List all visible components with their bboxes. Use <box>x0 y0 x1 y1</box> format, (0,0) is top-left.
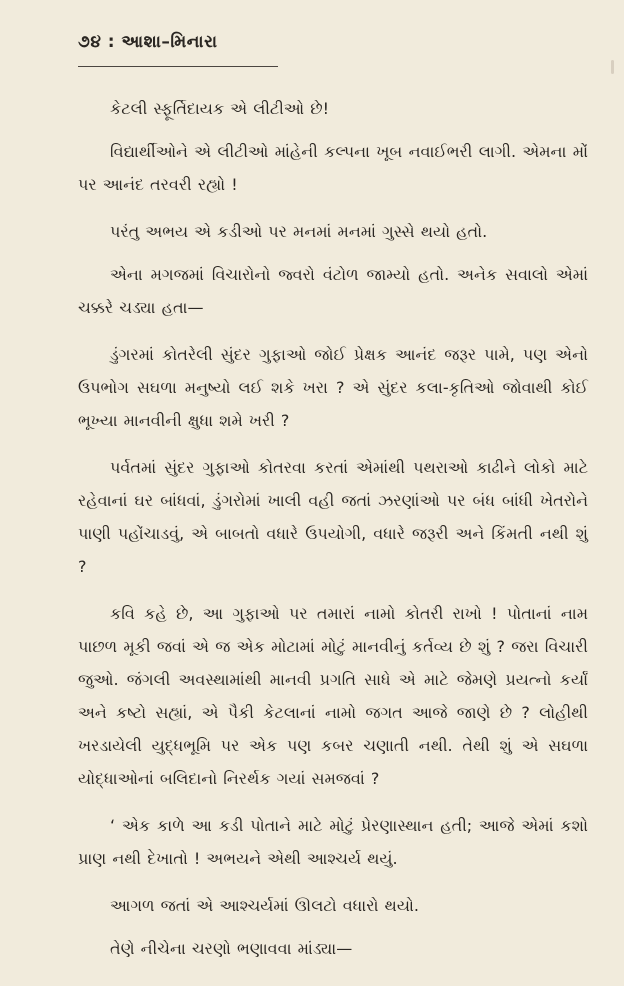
paragraph-1: કેટલી સ્ફૂર્તિદાયક એ લીટીઓ છે! <box>110 99 330 118</box>
running-header <box>78 32 218 52</box>
paragraph-2: વિદ્યાર્થીઓને એ લીટીઓ માંહેની કલ્પના ખૂબ નવાઈભરી લાગી. એમના મોં પર આનંદ તરવરી રહ્યો ! <box>78 142 588 194</box>
paragraph-10: તેણે નીચેના ચરણો ભણાવવા માંડ્યા— <box>110 939 353 958</box>
header-underline <box>78 66 278 67</box>
paragraph-9: આગળ જતાં એ આશ્ચર્યમાં ઊલટો વધારો થયો. <box>110 896 420 915</box>
paragraph-7: કવિ કહે છે, આ ગુફાઓ પર તમારાં નામો કોતરી રાખો ! પોતાનાં નામ પાછળ મૂકી જવાં એ જ એક મોટામાં મોટું માનવીનું કર્તવ્ય છે શું ? જરા વિચારી જુઓ. જંગલી અવસ્થામાંથી માનવી પ્રગતિ સાધે એ માટે જેમણે પ્રયત્નો કર્યાં અને કષ્ટો સહ્યાં, એ પૈકી કેટલાનાં નામો જગત આજે જાણે છે ? લોહીથી ખરડાયેલી યુદ્ધભૂમિ પર એક પણ કબર ચણાતી નથી. તેથી શું એ સઘળા યોદ્ધાઓનાં બલિદાનો નિરર્થક ગયાં સમજવાં ? <box>78 604 588 788</box>
paragraph-3: પરંતુ અભય એ કડીઓ પર મનમાં મનમાં ગુસ્સે થયો હતો. <box>110 222 488 241</box>
body-text <box>78 92 588 971</box>
paragraph-8: ‘ એક કાળે આ કડી પોતાને માટે મોટું પ્રેરણાસ્થાન હતી; આજે એમાં કશો પ્રાણ નથી દેખાતો ! અભયને એથી આશ્ચર્ય થયું. <box>78 816 588 868</box>
header-separator: : <box>107 32 116 52</box>
paragraph-4: એના મગજમાં વિચારોનો જ્વરો વંટોળ જામ્યો હતો. અનેક સવાલો એમાં ચક્કરે ચડ્યા હતા— <box>78 265 588 317</box>
paper-mark <box>611 60 614 74</box>
chapter-title: આશા–મિનારા <box>121 32 218 52</box>
page-number: ૭૪ <box>78 32 102 52</box>
paragraph-5: ડુંગરમાં કોતરેલી સુંદર ગુફાઓ જોઈ પ્રેક્ષક આનંદ જરૂર પામે, પણ એનો ઉપભોગ સઘળા મનુષ્યો લઈ શકે ખરા ? એ સુંદર કલા-કૃતિઓ જોવાથી કોઈ ભૂખ્યા માનવીની ક્ષુધા શમે ખરી ? <box>78 345 588 430</box>
paragraph-6: પર્વતમાં સુંદર ગુફાઓ કોતરવા કરતાં એમાંથી પથરાઓ કાઢીને લોકો માટે રહેવાનાં ઘર બાંધવાં, ડુંગરોમાં ખાલી વહી જતાં ઝરણાંઓ પર બંધ બાંધી ખેતરોને પાણી પહોંચાડવું, એ બાબતો વધારે ઉપયોગી, વધારે જરૂરી અને કિંમતી નથી શું ? <box>78 458 588 576</box>
